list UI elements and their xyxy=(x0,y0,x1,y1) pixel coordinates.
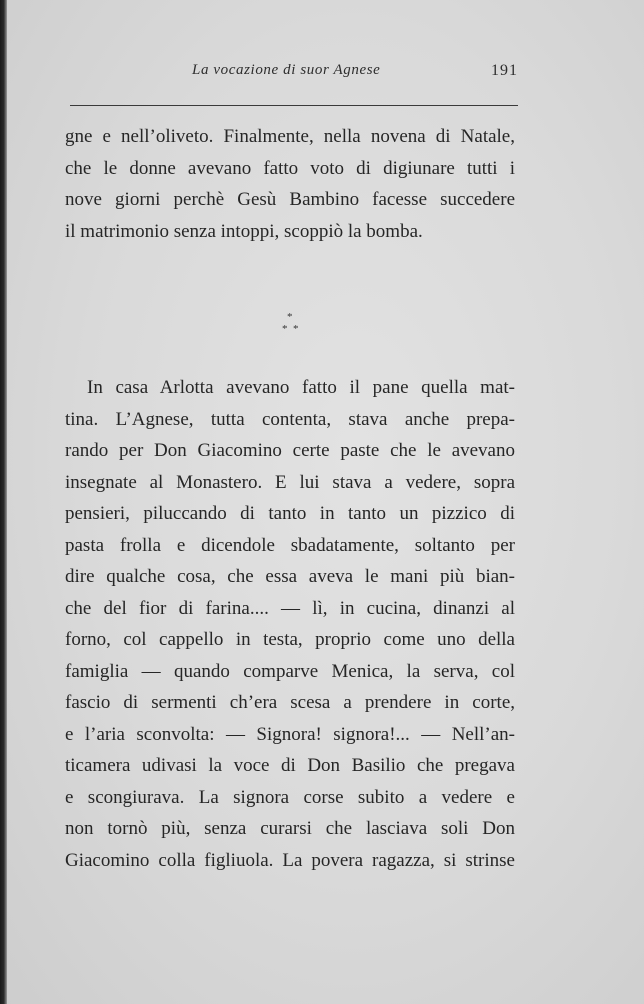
asterisk-ornament: * xyxy=(282,323,288,335)
text-line: Giacomino colla figliuola. La povera ragazza, si strinse xyxy=(65,849,515,871)
text-line: In casa Arlotta avevano fatto il pane quella mat- xyxy=(87,377,515,398)
asterisk-ornament: * xyxy=(293,323,299,335)
page-number: 191 xyxy=(491,62,518,79)
text-line: famiglia — quando comparve Menica, la serva, col xyxy=(65,660,515,682)
text-line: e scongiurava. La signora corse subito a vedere e xyxy=(65,786,515,808)
running-head xyxy=(70,62,518,88)
paragraph-new-section xyxy=(65,372,515,876)
text-line: e l’aria sconvolta: — Signora! signora!... — Nell’an- xyxy=(65,723,515,745)
text-line: pensieri, piluccando di tanto in tanto un pizzico di xyxy=(65,503,515,524)
text-line: pasta frolla e dicendole sbadatamente, soltanto per xyxy=(65,534,515,556)
paragraph-continuation xyxy=(65,121,515,247)
text-line: fascio di sermenti ch’era scesa a prendere in corte, xyxy=(65,692,515,713)
running-title: La vocazione di suor Agnese xyxy=(192,62,381,78)
text-line: che del fior di farina.... — lì, in cucina, dinanzi al xyxy=(65,597,515,619)
text-line: gne e nell’oliveto. Finalmente, nella novena di Natale, xyxy=(65,126,515,147)
book-binding-edge xyxy=(0,0,7,1004)
section-separator xyxy=(276,312,306,338)
text-line: non tornò più, senza curarsi che lasciava soli Don xyxy=(65,818,515,839)
text-line: il matrimonio senza intoppi, scoppiò la bomba. xyxy=(65,220,423,242)
text-line: forno, col cappello in testa, proprio come uno della xyxy=(65,629,515,650)
text-line: rando per Don Giacomino certe paste che le avevano xyxy=(65,440,515,461)
text-line: tina. L’Agnese, tutta contenta, stava anche prepa- xyxy=(65,408,515,430)
header-rule xyxy=(70,105,518,106)
text-line: ticamera udivasi la voce di Don Basilio che pregava xyxy=(65,755,515,776)
text-line: nove giorni perchè Gesù Bambino facesse succedere xyxy=(65,189,515,210)
text-line: insegnate al Monastero. E lui stava a vedere, sopra xyxy=(65,471,515,493)
text-line: che le donne avevano fatto voto di digiunare tutti i xyxy=(65,157,515,179)
text-line: dire qualche cosa, che essa aveva le mani più bian- xyxy=(65,566,515,587)
asterisk-ornament: * xyxy=(287,311,293,323)
